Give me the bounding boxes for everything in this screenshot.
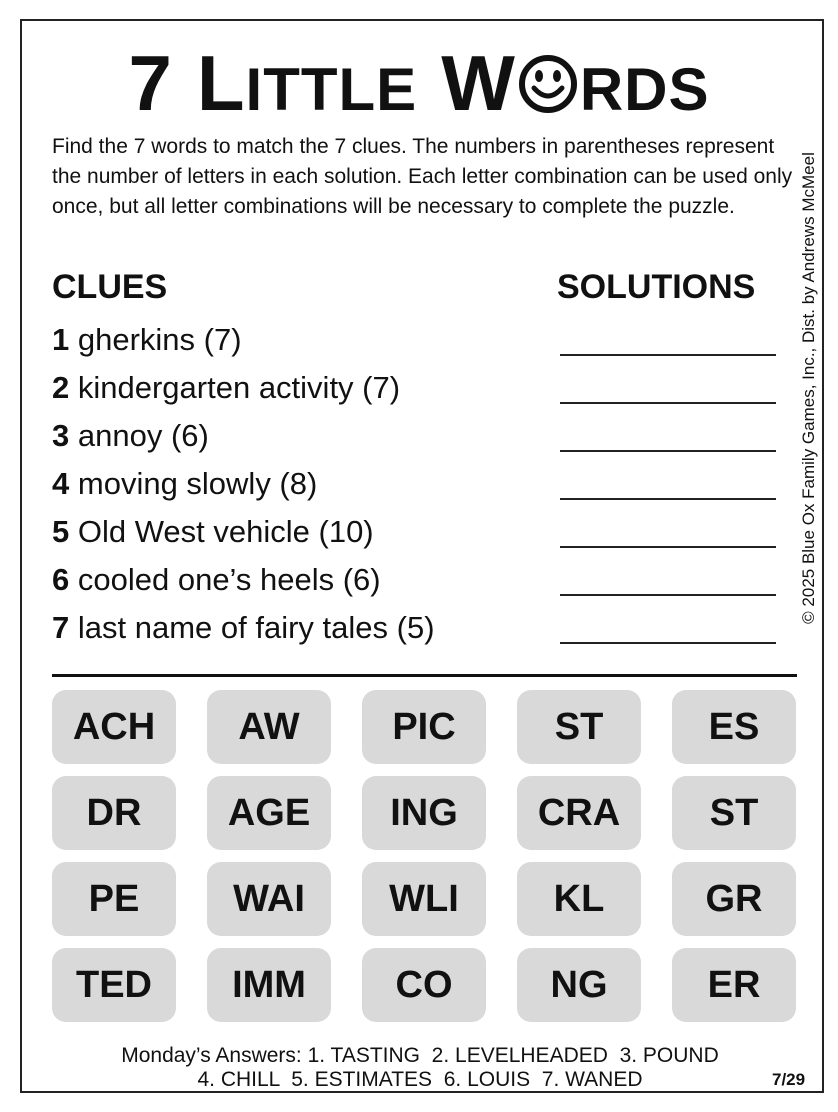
solution-line-4[interactable] (560, 498, 776, 500)
clue-4 (52, 464, 317, 504)
clue-6 (52, 560, 381, 600)
divider (52, 674, 797, 677)
puzzle-title (0, 38, 838, 128)
letter-tile[interactable]: ST (672, 776, 796, 850)
clue-text: last name of fairy tales (5) (77, 610, 435, 645)
letter-tile[interactable]: CO (362, 948, 486, 1022)
clues-heading: CLUES (52, 268, 168, 306)
letter-tile[interactable]: KL (517, 862, 641, 936)
title-seven: 7 (128, 39, 173, 127)
letter-tile[interactable]: WLI (362, 862, 486, 936)
letter-tile[interactable]: AGE (207, 776, 331, 850)
letter-tile[interactable]: TED (52, 948, 176, 1022)
clue-number: 7 (52, 610, 70, 645)
letter-tile[interactable]: ST (517, 690, 641, 764)
clue-number: 2 (52, 370, 70, 405)
previous-answers (60, 1044, 780, 1092)
clue-number: 6 (52, 562, 70, 597)
letter-tile[interactable]: ES (672, 690, 796, 764)
title-little-initial: L (196, 39, 246, 127)
clue-number: 3 (52, 418, 70, 453)
solution-line-2[interactable] (560, 402, 776, 404)
letter-tile[interactable]: NG (517, 948, 641, 1022)
answers-line-1: Monday’s Answers: 1. TASTING 2. LEVELHEADED 3. POUND (121, 1044, 719, 1067)
solution-line-3[interactable] (560, 450, 776, 452)
clue-number: 1 (52, 322, 70, 357)
solution-line-6[interactable] (560, 594, 776, 596)
instructions: Find the 7 words to match the 7 clues. The numbers in parentheses represent the number of letters in each solution. Each letter combination can be used only once, but all letter combinations will be necessary to complete the puzzle. (52, 135, 793, 218)
letter-tile[interactable]: AW (207, 690, 331, 764)
clue-text: moving slowly (8) (77, 466, 318, 501)
puzzle-date: 7/29 (772, 1070, 806, 1089)
solutions-heading: SOLUTIONS (557, 268, 756, 306)
clue-2 (52, 368, 400, 408)
solution-line-7[interactable] (560, 642, 776, 644)
clue-text: annoy (6) (77, 418, 209, 453)
clue-text: Old West vehicle (10) (77, 514, 374, 549)
clue-number: 5 (52, 514, 70, 549)
answers-line-2: 4. CHILL 5. ESTIMATES 6. LOUIS 7. WANED (197, 1068, 643, 1091)
clue-3 (52, 416, 209, 456)
smiley-icon (518, 54, 578, 114)
clue-text: kindergarten activity (7) (77, 370, 401, 405)
letter-tile[interactable]: ER (672, 948, 796, 1022)
letter-tile[interactable]: ING (362, 776, 486, 850)
letter-tile[interactable]: PE (52, 862, 176, 936)
clue-text: gherkins (7) (77, 322, 242, 357)
clue-7 (52, 608, 435, 648)
clue-text: cooled one’s heels (6) (77, 562, 381, 597)
letter-tile[interactable]: PIC (362, 690, 486, 764)
letter-tile[interactable]: CRA (517, 776, 641, 850)
solution-line-1[interactable] (560, 354, 776, 356)
clue-1 (52, 320, 242, 360)
clue-5 (52, 512, 374, 552)
title-words-rest: RDS (579, 56, 710, 123)
title-little-rest: ITTLE (245, 56, 418, 123)
letter-tile[interactable]: DR (52, 776, 176, 850)
letter-tile[interactable]: WAI (207, 862, 331, 936)
copyright-notice: © 2025 Blue Ox Family Games, Inc., Dist. by Andrews McMeel (799, 152, 818, 624)
letter-tile[interactable]: ACH (52, 690, 176, 764)
solution-line-5[interactable] (560, 546, 776, 548)
title-words-initial: W (441, 39, 516, 127)
clue-number: 4 (52, 466, 70, 501)
letter-tile[interactable]: GR (672, 862, 796, 936)
letter-tile[interactable]: IMM (207, 948, 331, 1022)
